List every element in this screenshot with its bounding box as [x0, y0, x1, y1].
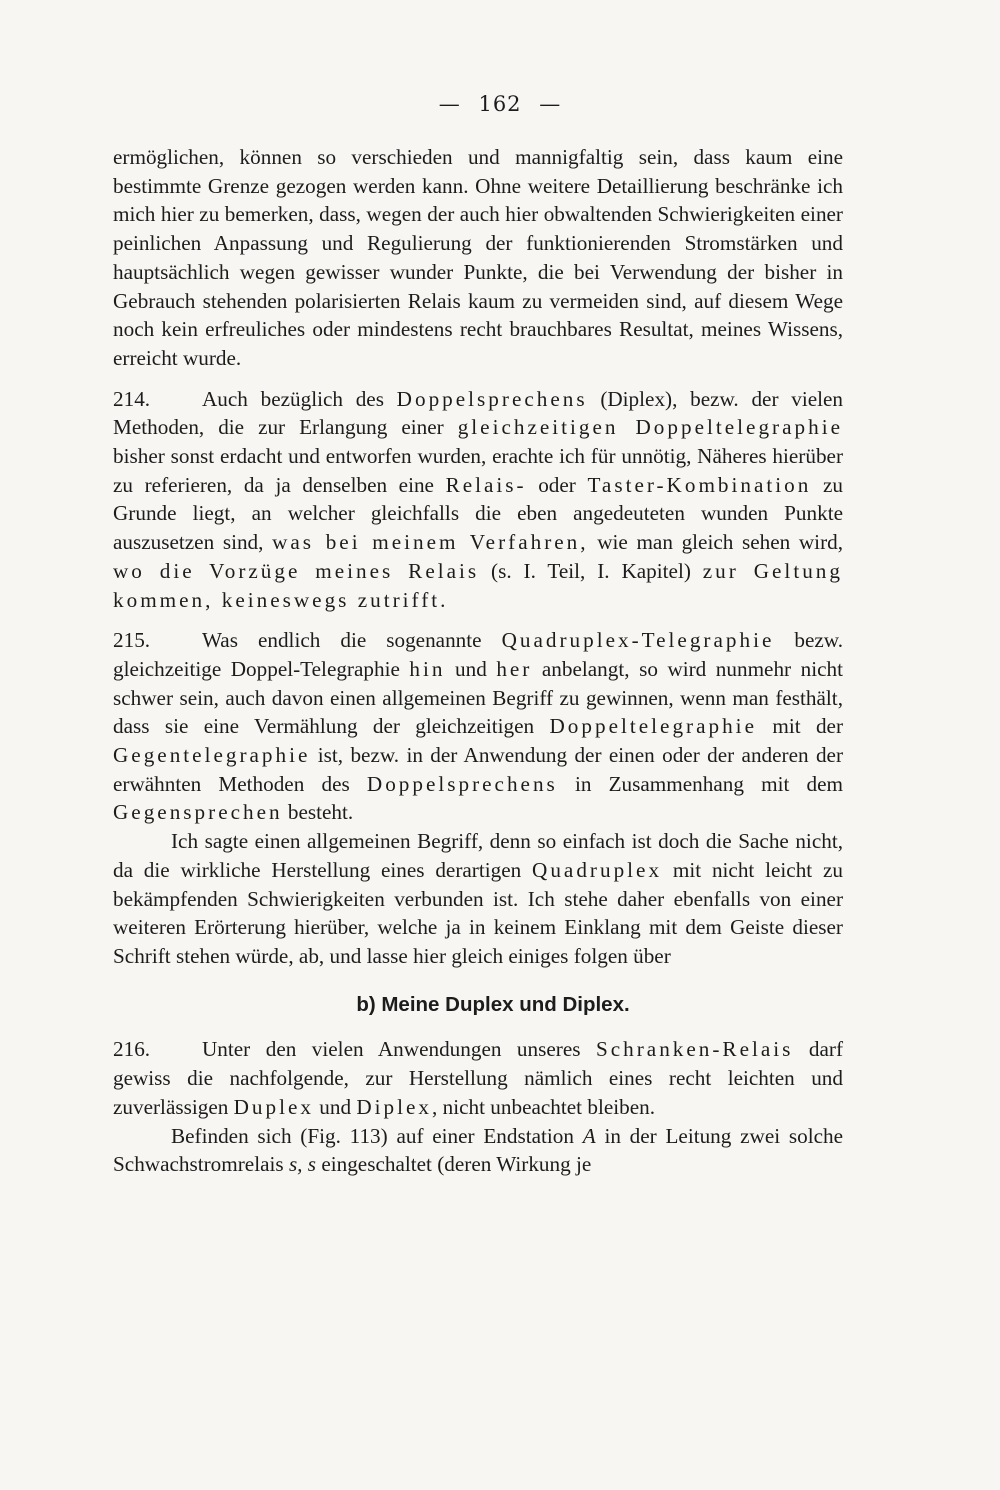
italic-symbol: s, s — [288, 1152, 317, 1177]
spaced-emphasis: Gegensprechen — [113, 800, 283, 825]
text-segment: (Diplex), bezw. der vielen Methoden, die zur Erlangung einer — [113, 386, 843, 440]
page-header — [0, 92, 1000, 116]
paragraph-216 — [113, 1035, 843, 1121]
text-segment: mit nicht leicht zu bekämpfenden Schwierigkeiten verbunden ist. Ich stehe daher ebenfalls von einer weiteren Erörterung hierüber, welche ja in keinem Einklang mit dem Geiste dieser Schrift stehen würde, ab, und lasse hier gleich einiges folgen über — [113, 857, 843, 968]
spaced-emphasis: Schranken-Relais — [595, 1037, 794, 1062]
spaced-emphasis: Doppelsprechens — [396, 386, 588, 411]
paragraph-continued: ermöglichen, können so verschieden und mannigfaltig sein, dass kaum eine bestimmte Grenze gezogen werden kann. Ohne weitere Detaillierung beschränke ich mich hier zu bemerken, dass, wegen der auch hier obwaltenden Schwierigkeiten einer peinlichen Anpassung und Regulierung der funktionierenden Stromstärken und hauptsächlich wegen gewisser wunder Punkte, die bei Verwendung der bisher in Gebrauch stehenden polarisierten Relais kaum zu vermeiden sind, auf diesem Wege noch kein erfreuliches oder mindestens recht brauchbares Resultat, meines Wissens, erreicht wurde. — [113, 145, 843, 370]
text-segment: und — [313, 1094, 357, 1119]
spaced-emphasis: Doppeltelegraphie — [549, 714, 757, 739]
spaced-emphasis: her — [496, 656, 533, 681]
text-segment: Auch bezüglich des — [202, 386, 397, 411]
text-segment: Ich sagte einen allgemeinen Begriff, denn so einfach ist doch die Sache nicht, da die wirkliche Herstellung eines derartigen — [113, 829, 843, 882]
text-segment: (s. I. Teil, I. Kapitel) — [479, 558, 703, 583]
text-segment: eingeschaltet (deren Wirkung je — [316, 1152, 592, 1177]
spaced-emphasis: Taster-Kombination — [587, 472, 812, 497]
paragraph-number-214: 214. — [113, 386, 151, 411]
text-segment: Was endlich die sogenannte — [202, 628, 502, 653]
text-segment: oder — [526, 472, 588, 497]
spaced-emphasis: hin — [409, 656, 446, 681]
spaced-emphasis: Quadruplex — [532, 857, 663, 882]
text-segment: besteht. — [282, 800, 354, 825]
text-segment: und — [445, 656, 497, 681]
paragraph-number-216: 216. — [113, 1037, 151, 1062]
spaced-emphasis: Gegentelegraphie — [113, 743, 311, 768]
text-segment: mit der — [756, 714, 843, 739]
spaced-emphasis: Diplex — [356, 1094, 433, 1119]
text-segment: in der Leitung zwei solche Schwachstromrelais — [113, 1123, 843, 1177]
paragraph-214 — [113, 385, 843, 615]
text-segment: in Zusammenhang mit dem — [557, 771, 844, 796]
spaced-emphasis: wo die Vorzüge meines Relais — [113, 558, 480, 583]
text-segment: , nicht unbeachtet bleiben. — [432, 1094, 656, 1119]
text-segment: bezw. gleichzeitige Doppel-Telegraphie — [113, 628, 844, 681]
spaced-emphasis: Relais- — [445, 472, 527, 497]
text-segment: darf gewiss die nachfolgende, zur Herstellung nämlich eines recht leichten und zuverlässigen — [113, 1037, 843, 1119]
text-segment: zu Grunde liegt, an welcher gleichfalls die eben angedeuteten wunden Punkte auszusetzen sind, — [113, 472, 843, 555]
spaced-emphasis: gleichzeitigen Doppeltelegraphie — [457, 415, 843, 440]
paragraph-number-215: 215. — [113, 628, 151, 653]
spaced-emphasis: Duplex — [233, 1094, 314, 1119]
paragraph-216-continued — [113, 1122, 843, 1179]
text-segment: ist, bezw. in der Anwendung der einen oder der anderen der erwähnten Methoden des — [113, 743, 843, 796]
text-segment: Befinden sich (Fig. 113) auf einer Endstation — [171, 1123, 583, 1148]
page-number: 162 — [478, 92, 522, 116]
italic-symbol: A — [582, 1123, 596, 1148]
page-body — [113, 143, 843, 1179]
spaced-emphasis: Quadruplex-Telegraphie — [501, 628, 775, 653]
text-segment: wie man gleich sehen wird, — [588, 530, 844, 555]
text-segment: bisher sonst erdacht und entworfen wurden, erachte ich für unnötig, Näheres hierüber zu referieren, da ja denselben eine — [113, 444, 843, 497]
text-segment: Unter den vielen Anwendungen unseres — [202, 1037, 596, 1062]
header-dash-left: — — [438, 92, 461, 116]
paragraph-215-continued — [113, 827, 843, 971]
text-segment: anbelangt, so wird nunmehr nicht schwer sein, auch davon einen allgemeinen Begriff zu gewinnen, wenn man festhält, dass sie eine Vermählung der gleichzeitigen — [113, 656, 844, 739]
header-dash-right: — — [539, 92, 562, 116]
spaced-emphasis: Doppelsprechens — [366, 771, 558, 796]
spaced-emphasis: was bei meinem Verfahren, — [272, 530, 589, 555]
spaced-emphasis: zur Geltung kommen, keineswegs zutrifft. — [113, 558, 843, 612]
paragraph-215 — [113, 626, 843, 827]
section-heading: b) Meine Duplex und Diplex. — [356, 992, 630, 1016]
